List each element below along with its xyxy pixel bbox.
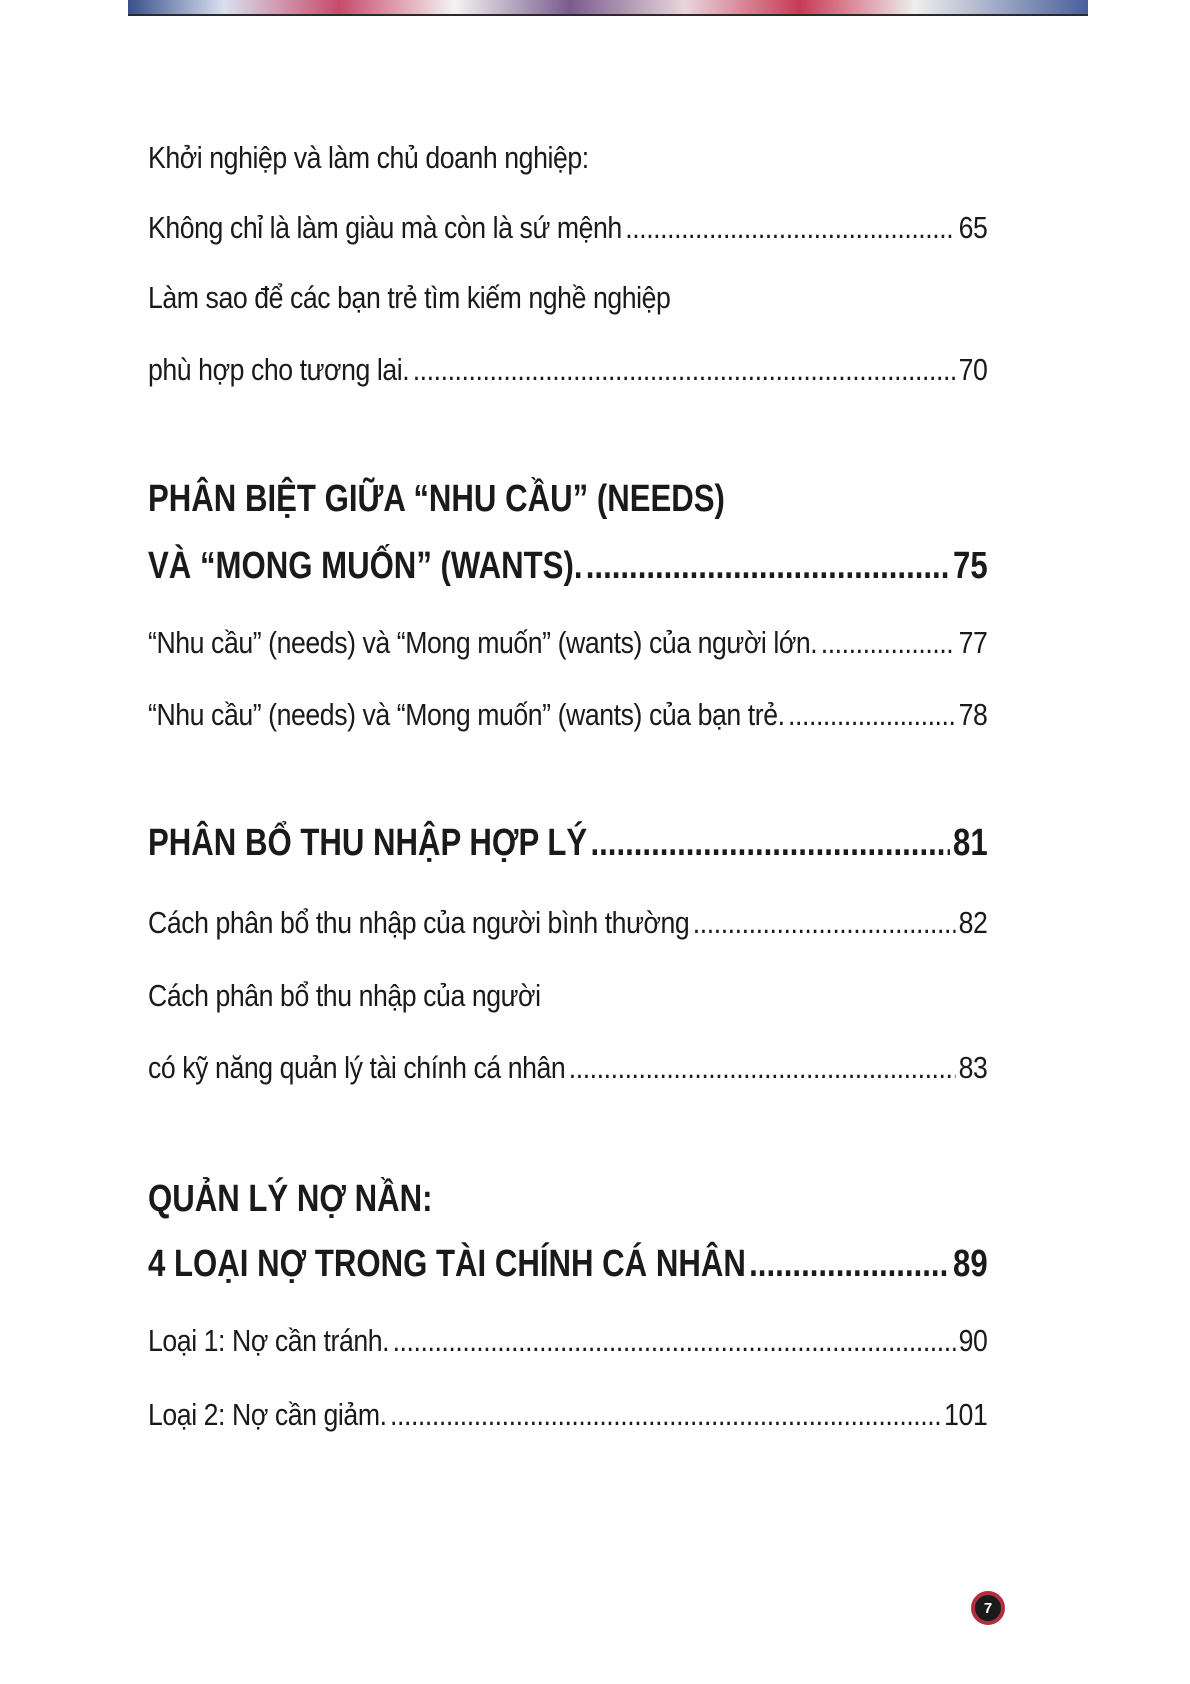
toc-section-heading — [148, 478, 988, 521]
toc-entry-text: Khởi nghiệp và làm chủ doanh nghiệp: — [148, 140, 589, 175]
toc-entry[interactable] — [148, 697, 987, 733]
toc-entry-text: PHÂN BIỆT GIỮA “NHU CẦU” (NEEDS) — [148, 478, 725, 520]
leader-dots — [413, 352, 955, 388]
toc-entry[interactable] — [148, 905, 987, 941]
leader-dots — [693, 905, 955, 941]
toc-entry-text: Loại 2: Nợ cần giảm. — [148, 1397, 387, 1432]
toc-entry-text: Loại 1: Nợ cần tránh. — [148, 1323, 390, 1358]
toc-page-number: 101 — [944, 1397, 988, 1432]
toc-entry-text: PHÂN BỔ THU NHẬP HỢP LÝ — [148, 822, 588, 864]
toc-entry-text: Cách phân bổ thu nhập của người — [148, 978, 541, 1013]
toc-entry[interactable] — [148, 625, 987, 661]
toc-entry-text: QUẢN LÝ NỢ NẦN: — [148, 1178, 433, 1220]
leader-dots — [393, 1323, 956, 1359]
toc-section-entry[interactable] — [148, 545, 988, 588]
leader-dots — [390, 1397, 941, 1433]
toc-page-number: 78 — [958, 697, 988, 732]
toc-section-heading — [148, 1178, 988, 1221]
toc-line — [148, 280, 987, 316]
leader-dots — [788, 697, 955, 733]
leader-dots — [569, 1050, 955, 1086]
toc-line — [148, 140, 987, 176]
toc-entry-text: có kỹ năng quản lý tài chính cá nhân — [148, 1050, 566, 1085]
toc-page-number: 70 — [958, 352, 988, 387]
toc-entry-text: Làm sao để các bạn trẻ tìm kiếm nghề nghiệp — [148, 280, 671, 315]
toc-page-number: 77 — [958, 625, 988, 660]
leader-dots — [586, 545, 950, 588]
toc-entry-text: phù hợp cho tương lai. — [148, 352, 410, 387]
toc-entry[interactable] — [148, 1397, 987, 1433]
toc-page-number: 89 — [953, 1243, 988, 1285]
toc-entry-text: VÀ “MONG MUỐN” (WANTS). — [148, 545, 583, 587]
toc-entry[interactable] — [148, 1323, 987, 1359]
leader-dots — [749, 1243, 950, 1286]
toc-entry[interactable] — [148, 210, 987, 246]
toc-entry-text: Cách phân bổ thu nhập của người bình thường — [148, 905, 690, 940]
toc-page-number: 82 — [958, 905, 988, 940]
toc-line — [148, 978, 987, 1014]
toc-section-entry[interactable] — [148, 1243, 988, 1286]
toc-page-number: 65 — [958, 210, 988, 245]
toc-entry[interactable] — [148, 1050, 987, 1086]
toc-page-number: 75 — [953, 545, 988, 587]
toc-entry-text: Không chỉ là làm giàu mà còn là sứ mệnh — [148, 210, 622, 245]
toc-entry-text: “Nhu cầu” (needs) và “Mong muốn” (wants) của bạn trẻ. — [148, 697, 785, 732]
toc-page-number: 81 — [953, 822, 988, 864]
toc-entry[interactable] — [148, 352, 987, 388]
leader-dots — [590, 822, 949, 865]
toc-section-entry[interactable] — [148, 822, 988, 865]
toc-page-number: 83 — [958, 1050, 988, 1085]
toc-page-number: 90 — [958, 1323, 988, 1358]
toc-entry-text: “Nhu cầu” (needs) và “Mong muốn” (wants) của người lớn. — [148, 625, 818, 660]
toc-entry-text: 4 LOẠI NỢ TRONG TÀI CHÍNH CÁ NHÂN — [148, 1243, 746, 1285]
page-number-badge: 7 — [971, 1591, 1005, 1625]
leader-dots — [821, 625, 955, 661]
leader-dots — [625, 210, 955, 246]
